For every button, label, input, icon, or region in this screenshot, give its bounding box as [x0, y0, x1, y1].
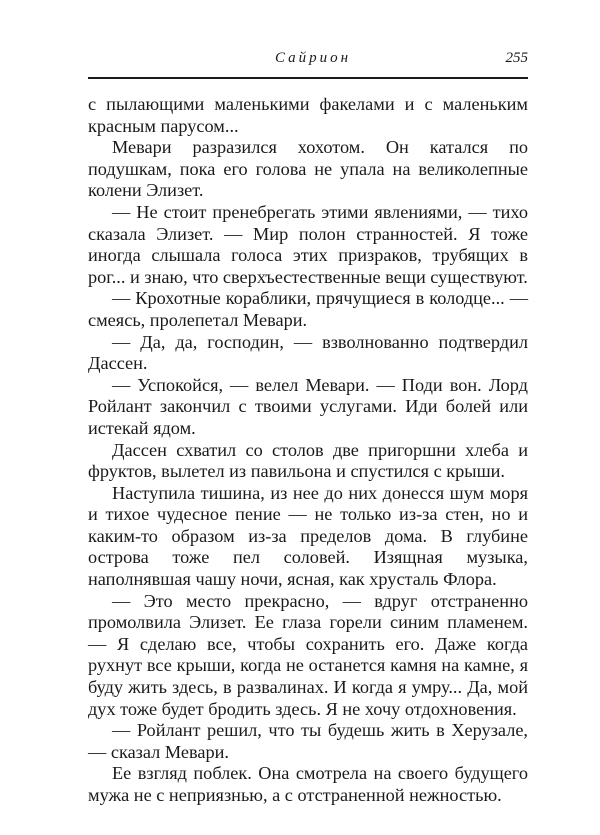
paragraph: Мевари разразился хохотом. Он катался по подушкам, пока его голова не упала на великолепные колени Элизет. [88, 137, 528, 201]
paragraph: — Крохотные кораблики, прячущиеся в колодце... — смеясь, пролепетал Мевари. [88, 288, 528, 330]
paragraph: с пылающими маленькими факелами и с маленьким красным парусом... [88, 94, 528, 136]
paragraph: — Ройлант решил, что ты будешь жить в Херузале, — сказал Мевари. [88, 720, 528, 762]
paragraph: — Успокойся, — велел Мевари. — Поди вон. Лорд Ройлант закончил с твоими услугами. Иди болей или истекай ядом. [88, 374, 528, 438]
running-title: Сайрион [274, 50, 352, 66]
paragraph: Дассен схватил со столов две пригоршни хлеба и фруктов, вылетел из павильона и спустился с крыши. [88, 439, 528, 482]
page-number: 255 [505, 50, 528, 66]
paragraph: — Не стоит пренебрегать этими явлениями, — тихо сказала Элизет. — Мир полон странностей. Я тоже иногда слышала голоса этих призраков, трубящих в рог... и знаю, что сверхъестественные вещи существуют. [88, 201, 528, 287]
running-head [88, 50, 528, 72]
paragraph: Наступила тишина, из нее до них донесся шум моря и тихое чудесное пение — не только из-за стен, но и каким-то образом из-за пределов дома. В глубине острова тоже пел соловей. Изящная музыка, наполнявшая чашу ночи, ясная, как хрусталь Флора. [88, 482, 528, 590]
paragraph: — Да, да, господин, — взволнованно подтвердил Дассен. [88, 331, 528, 374]
paragraph: — Это место прекрасно, — вдруг отстраненно промолвила Элизет. Ее глаза горели синим пламенем. — Я сделаю все, чтобы сохранить его. Даже когда рухнут все крыши, когда не останется камня на камне, я буду жить здесь, в развалинах. И когда я умру... Да, мой дух тоже будет бродить здесь. Я не хочу отдохновения. [88, 590, 528, 719]
body-text [88, 94, 528, 807]
header-rule [88, 77, 528, 79]
paragraph: Ее взгляд поблек. Она смотрела на своего будущего мужа не с неприязнью, а с отстраненной нежностью. [88, 763, 528, 805]
